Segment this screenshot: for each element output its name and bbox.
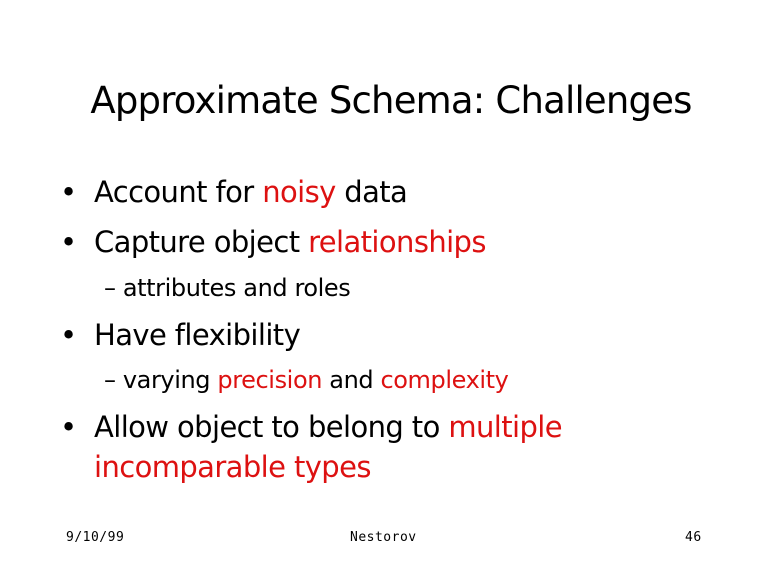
bullet-text: [94, 407, 562, 487]
bullet-text: [94, 172, 407, 212]
bullet-icon: •: [60, 318, 77, 352]
highlighted-word: relationships: [308, 225, 486, 259]
text-run: Account for: [94, 175, 263, 209]
text-run: attributes and roles: [122, 274, 351, 302]
highlighted-word: noisy: [262, 175, 336, 209]
highlighted-word: multiple: [448, 410, 562, 444]
footer-page-number: 46: [685, 530, 702, 545]
highlighted-word: precision: [217, 366, 323, 394]
bullet-icon: •: [60, 175, 77, 209]
text-run: and: [322, 366, 381, 394]
subbullet-attributes-roles: [104, 272, 350, 304]
footer-author: Nestorov: [350, 530, 417, 545]
text-run: Allow object to belong to: [94, 410, 449, 444]
subbullet-precision-complexity: [104, 364, 508, 396]
text-run: Capture object: [94, 225, 309, 259]
footer-date: 9/10/99: [66, 530, 125, 545]
highlighted-word: complexity: [380, 366, 509, 394]
bullet-text: [94, 222, 486, 262]
dash-icon: –: [104, 274, 116, 302]
text-run: Have flexibility: [94, 318, 301, 352]
slide-title: Approximate Schema: Challenges: [90, 79, 692, 122]
text-run: varying: [122, 366, 218, 394]
highlighted-word: incomparable types: [94, 450, 371, 484]
bullet-icon: •: [60, 410, 77, 444]
bullet-text: [94, 315, 300, 355]
dash-icon: –: [104, 366, 116, 394]
bullet-icon: •: [60, 225, 77, 259]
text-run: data: [335, 175, 408, 209]
